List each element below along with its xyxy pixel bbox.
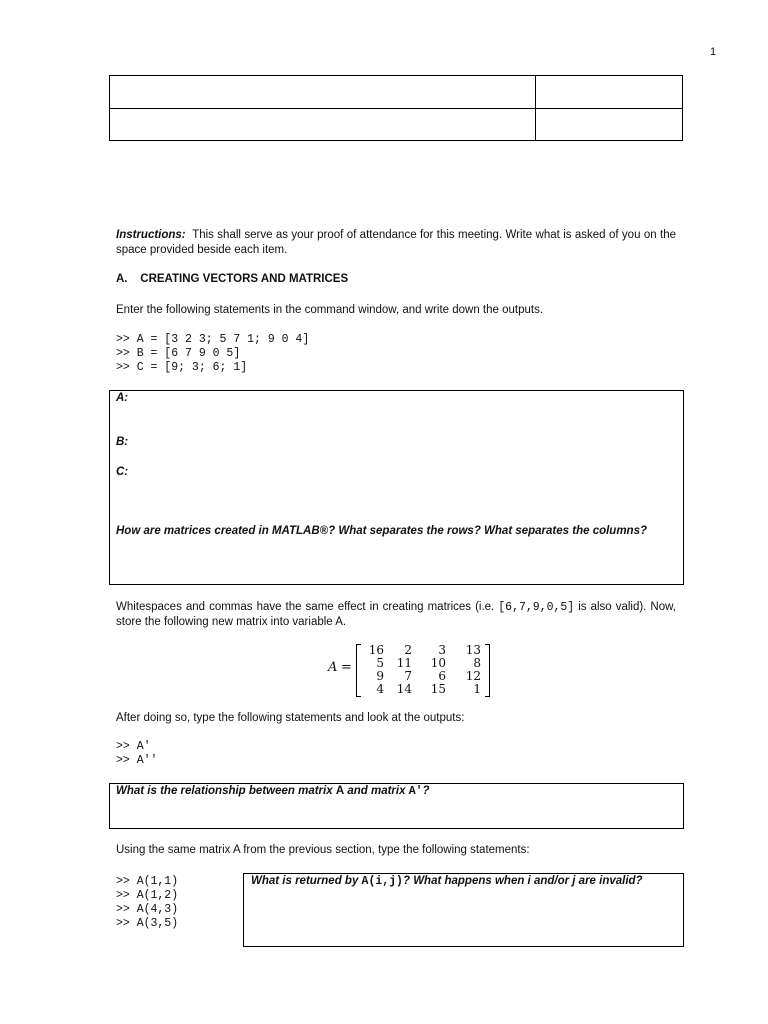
section-a-intro: Enter the following statements in the command window, and write down the outputs. bbox=[116, 304, 544, 316]
code-line: >> A(1,2) bbox=[116, 889, 179, 902]
answer-question-2 bbox=[116, 785, 676, 798]
matrix-cell: 1 bbox=[473, 682, 481, 696]
code-line: >> A(4,3) bbox=[116, 903, 179, 916]
matrix-cell: 9 bbox=[376, 669, 384, 683]
header-cell-side[interactable] bbox=[536, 76, 683, 109]
matrix-cell: 4 bbox=[376, 682, 384, 696]
answer-label-b: B: bbox=[116, 436, 129, 448]
matrix-cell: 14 bbox=[396, 682, 412, 696]
answer-label-a: A: bbox=[116, 392, 129, 404]
question-var: A bbox=[335, 785, 345, 797]
code-line: >> C = [9; 3; 6; 1] bbox=[116, 361, 248, 374]
matrix-cell: 6 bbox=[438, 669, 446, 683]
answer-question-3 bbox=[251, 875, 676, 888]
header-cell-name[interactable] bbox=[110, 76, 536, 109]
matrix-cell: 10 bbox=[430, 656, 446, 670]
answer-box-3[interactable] bbox=[243, 873, 684, 947]
instructions-label: Instructions: bbox=[116, 229, 186, 241]
question-text: and matrix bbox=[344, 785, 409, 797]
code-line: >> A(3,5) bbox=[116, 917, 179, 930]
question-text: What is the relationship between matrix bbox=[116, 785, 336, 797]
code-line: >> A' bbox=[116, 740, 151, 753]
matrix-cell: 13 bbox=[465, 643, 481, 657]
matrix-cell: 12 bbox=[465, 669, 481, 683]
section-number: A. bbox=[116, 273, 128, 285]
matrix-cell: 2 bbox=[404, 643, 412, 657]
question-code: A(i,j) bbox=[361, 875, 403, 888]
section-title: CREATING VECTORS AND MATRICES bbox=[140, 273, 349, 285]
right-bracket bbox=[485, 644, 490, 697]
code-block-2 bbox=[116, 740, 157, 768]
instructions-text: This shall serve as your proof of attendance for this meeting. Write what is asked of you on the space provided beside each item. bbox=[116, 229, 677, 256]
matrix-cell: 3 bbox=[438, 643, 446, 657]
question-text: ? What happens when i and/or j are invalid? bbox=[402, 875, 643, 887]
section-a-heading bbox=[116, 273, 348, 285]
answer-box-2[interactable] bbox=[109, 783, 684, 829]
matrix-cell: 11 bbox=[396, 656, 412, 670]
question-text: ? bbox=[422, 785, 430, 797]
question-text: What is returned by bbox=[251, 875, 362, 887]
matrix-cell: 16 bbox=[368, 643, 384, 657]
answer-label-c: C: bbox=[116, 466, 129, 478]
para-text: Whitespaces and commas have the same effect in creating matrices (i.e. bbox=[116, 601, 499, 613]
code-line: >> A(1,1) bbox=[116, 875, 179, 888]
whitespace-paragraph bbox=[116, 600, 676, 630]
question-var: A' bbox=[408, 785, 423, 798]
header-cell-section[interactable] bbox=[110, 108, 536, 141]
code-line: >> A'' bbox=[116, 754, 158, 767]
code-block-1 bbox=[116, 333, 309, 375]
page-number: 1 bbox=[710, 46, 717, 58]
code-block-3 bbox=[116, 875, 178, 931]
after-doing-text: After doing so, type the following statements and look at the outputs: bbox=[116, 712, 465, 724]
left-bracket bbox=[356, 644, 361, 697]
matrix-cell: 8 bbox=[473, 656, 481, 670]
para-text: is also valid). Now, store the following new matrix into variable A. bbox=[116, 601, 676, 628]
instructions-paragraph bbox=[116, 228, 676, 258]
matrix-cell: 15 bbox=[430, 682, 446, 696]
code-line: >> A = [3 2 3; 5 7 1; 9 0 4] bbox=[116, 333, 310, 346]
matrix-cell: 5 bbox=[376, 656, 384, 670]
answer-box-1[interactable] bbox=[109, 390, 684, 585]
answer-question-1: How are matrices created in MATLAB®? What separates the rows? What separates the columns? bbox=[116, 525, 647, 537]
code-line: >> B = [6 7 9 0 5] bbox=[116, 347, 241, 360]
using-same-matrix-text: Using the same matrix A from the previous section, type the following statements: bbox=[116, 844, 530, 856]
inline-code: [6,7,9,0,5] bbox=[498, 601, 575, 614]
header-info-table bbox=[109, 75, 683, 141]
matrix-cell: 7 bbox=[404, 669, 412, 683]
matrix bbox=[356, 644, 490, 696]
matrix-variable: A bbox=[328, 660, 338, 675]
equals-sign: = bbox=[341, 660, 352, 675]
header-cell-date[interactable] bbox=[536, 108, 683, 141]
